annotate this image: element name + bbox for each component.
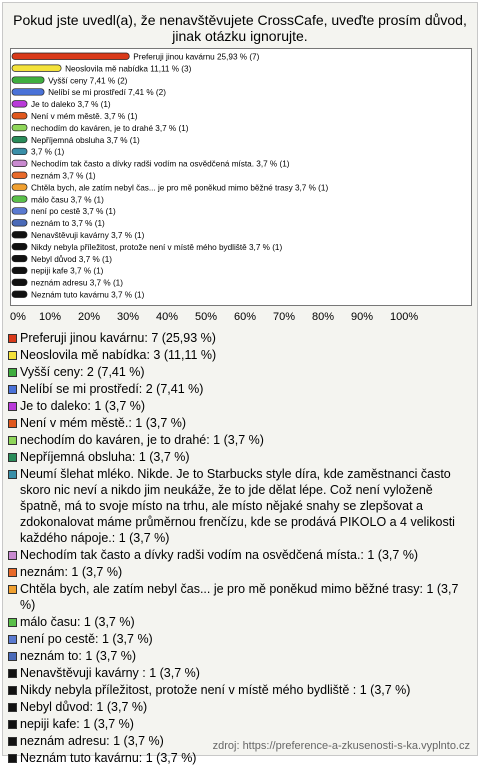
- legend-swatch: [8, 385, 17, 394]
- x-tick-label: 70%: [273, 311, 296, 323]
- bar-label-15: Nenavštěvuji kavárny 3,7 % (1): [31, 231, 145, 240]
- bar-label-3: Nelíbí se mi prostředí 7,41 % (2): [48, 88, 166, 98]
- legend-swatch: [8, 419, 17, 428]
- legend-item: [6, 614, 474, 630]
- legend-item: [6, 347, 474, 363]
- bar-3: [12, 89, 44, 96]
- bar-label-7: Nepříjemná obsluha 3,7 % (1): [31, 135, 140, 145]
- bar-label-6: nechodím do kaváren, je to drahé 3,7 % (1): [31, 123, 189, 133]
- bar-8: [12, 148, 27, 155]
- bar-label-18: nepiji kafe 3,7 % (1): [31, 266, 104, 276]
- bar-label-1: Neoslovila mě nabídka 11,11 % (3): [65, 64, 192, 74]
- bar-13: [12, 208, 27, 215]
- legend-text: Je to daleko: 1 (3,7 %): [20, 399, 146, 413]
- bar-label-2: Vyšší ceny 7,41 % (2): [48, 76, 128, 86]
- legend-swatch: [8, 669, 17, 678]
- x-tick-label: 20%: [78, 311, 101, 323]
- legend-swatch: [8, 568, 17, 577]
- legend-text: Nebyl důvod: 1 (3,7 %): [20, 700, 148, 714]
- bar-label-12: málo času 3,7 % (1): [31, 195, 104, 205]
- x-tick-label: 10%: [39, 311, 62, 323]
- x-tick-label: 60%: [234, 311, 257, 323]
- legend-swatch: [8, 351, 17, 360]
- legend-text: nepiji kafe: 1 (3,7 %): [20, 717, 134, 731]
- bar-chart: [10, 48, 470, 304]
- legend-item: [6, 581, 474, 613]
- legend-text: Neznám tuto kavárnu: 1 (3,7 %): [20, 751, 197, 765]
- bar-label-9: Nechodím tak často a dívky radši vodím na osvědčená místa. 3,7 % (1): [31, 159, 290, 169]
- bar-20: [12, 291, 27, 298]
- bar-2: [12, 77, 44, 84]
- legend-text: málo času: 1 (3,7 %): [20, 615, 135, 629]
- bar-4: [12, 101, 27, 108]
- legend-swatch: [8, 720, 17, 729]
- legend-swatch: [8, 368, 17, 377]
- x-tick-label: 100%: [390, 311, 419, 323]
- legend-item: [6, 750, 474, 766]
- legend-swatch: [8, 436, 17, 445]
- bar-label-13: není po cestě 3,7 % (1): [31, 207, 116, 217]
- legend-swatch: [8, 737, 17, 746]
- bar-19: [12, 279, 27, 286]
- legend-swatch: [8, 470, 17, 479]
- bar-label-19: neznám adresu 3,7 % (1): [31, 278, 123, 288]
- legend-text: Nikdy nebyla příležitost, protože není v místě mého bydliště : 1 (3,7 %): [20, 683, 411, 697]
- legend-swatch: [8, 453, 17, 462]
- legend-item: [6, 330, 474, 346]
- legend-text: Chtěla bych, ale zatím nebyl čas... je pro mě poněkud mimo běžné trasy: 1 (3,7 %): [20, 582, 459, 612]
- bar-0: [12, 53, 129, 60]
- bar-label-0: Preferuji jinou kavárnu 25,93 % (7): [133, 52, 260, 62]
- legend-text: Nepříjemná obsluha: 1 (3,7 %): [20, 450, 190, 464]
- bar-12: [12, 196, 27, 203]
- x-tick-label: 90%: [351, 311, 374, 323]
- legend-item: [6, 415, 474, 431]
- legend-text: nechodím do kaváren, je to drahé: 1 (3,7 %): [20, 433, 264, 447]
- bar-label-20: Neznám tuto kavárnu 3,7 % (1): [31, 290, 145, 300]
- legend-text: Nelíbí se mi prostředí: 2 (7,41 %): [20, 382, 204, 396]
- legend-item: [6, 381, 474, 397]
- bar-9: [12, 160, 27, 167]
- legend-item: [6, 449, 474, 465]
- legend-item: [6, 547, 474, 563]
- legend-text: neznám: 1 (3,7 %): [20, 565, 123, 579]
- legend-item: [6, 398, 474, 414]
- x-tick-label: 0%: [10, 311, 26, 323]
- legend-item: [6, 648, 474, 664]
- bar-16: [12, 243, 27, 250]
- bar-label-16: Nikdy nebyla příležitost, protože není v místě mého bydliště 3,7 % (1): [31, 242, 283, 252]
- legend-item: [6, 631, 474, 647]
- legend-swatch: [8, 334, 17, 343]
- legend-swatch: [8, 754, 17, 763]
- legend-swatch: [8, 402, 17, 411]
- legend-text: Nechodím tak často a dívky radši vodím na osvědčená místa.: 1 (3,7 %): [20, 548, 419, 562]
- bar-10: [12, 172, 27, 179]
- source-footer: zdroj: https://preference-a-zkusenosti-s-ka.vyplnto.cz: [212, 740, 470, 752]
- legend-item: [6, 682, 474, 698]
- bar-1: [12, 65, 61, 72]
- bar-label-8: 3,7 % (1): [31, 147, 65, 157]
- chart-title: Pokud jste uvedl(a), že nenavštěvujete CrossCafe, uveďte prosím důvod, jinak otázku ignorujte.: [13, 12, 467, 44]
- legend: [6, 330, 474, 767]
- legend-item: [6, 466, 474, 546]
- x-tick-label: 40%: [156, 311, 179, 323]
- legend-swatch: [8, 703, 17, 712]
- legend-text: Neoslovila mě nabídka: 3 (11,11 %): [20, 348, 217, 362]
- legend-text: Neumí šlehat mléko. Nikde. Je to Starbucks style díra, kde zaměstnanci často skoro nic neví a nikdo jim neukáže, že to jde dělat lépe. Což není vyloženě špatně, má to svoje místo na trhu, ale místo nějaké snahy se zlepšovat a zdokonalovat máme průměrnou frenčízu, kde se prodává PIKOLO a 4 velikosti každého nápoje.: 1 (3,7 %): [20, 467, 455, 545]
- legend-text: Není v mém městě.: 1 (3,7 %): [20, 416, 187, 430]
- x-tick-label: 30%: [117, 311, 140, 323]
- legend-item: [6, 564, 474, 580]
- legend-swatch: [8, 618, 17, 627]
- bar-11: [12, 184, 27, 191]
- legend-swatch: [8, 551, 17, 560]
- bar-label-4: Je to daleko 3,7 % (1): [31, 100, 111, 110]
- bar-6: [12, 124, 27, 130]
- legend-text: Preferuji jinou kavárnu: 7 (25,93 %): [20, 331, 216, 345]
- bar-label-10: neznám 3,7 % (1): [31, 171, 96, 181]
- bar-14: [12, 220, 27, 227]
- bar-7: [12, 136, 27, 143]
- legend-text: není po cestě: 1 (3,7 %): [20, 632, 153, 646]
- legend-swatch: [8, 635, 17, 644]
- bar-15: [12, 232, 27, 239]
- legend-text: Vyšší ceny: 2 (7,41 %): [20, 365, 145, 379]
- x-tick-label: 50%: [195, 311, 218, 323]
- legend-item: [6, 364, 474, 380]
- legend-item: [6, 716, 474, 732]
- bar-label-5: Není v mém městě. 3,7 % (1): [31, 112, 138, 121]
- legend-item: [6, 699, 474, 715]
- bar-label-17: Nebyl důvod 3,7 % (1): [31, 254, 113, 264]
- legend-text: neznám to: 1 (3,7 %): [20, 649, 137, 663]
- bar-label-11: Chtěla bych, ale zatím nebyl čas... je pro mě poněkud mimo běžné trasy 3,7 % (1): [31, 183, 329, 193]
- legend-item: [6, 432, 474, 448]
- legend-item: [6, 665, 474, 681]
- legend-text: Nenavštěvuji kavárny : 1 (3,7 %): [20, 666, 200, 680]
- legend-swatch: [8, 652, 17, 661]
- bar-17: [12, 255, 27, 261]
- legend-swatch: [8, 585, 17, 594]
- bar-label-14: neznám to 3,7 % (1): [31, 219, 105, 229]
- legend-swatch: [8, 686, 17, 695]
- x-tick-label: 80%: [312, 311, 335, 323]
- legend-text: neznám adresu: 1 (3,7 %): [20, 734, 164, 748]
- bar-5: [12, 113, 27, 120]
- bar-18: [12, 267, 27, 274]
